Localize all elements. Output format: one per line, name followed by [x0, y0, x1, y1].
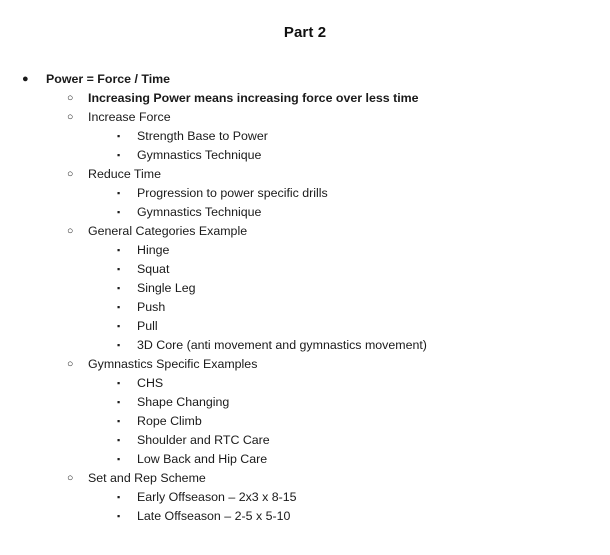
list-item-label: Strength Base to Power — [137, 129, 268, 143]
page-title: Part 2 — [283, 24, 327, 41]
list-item-label: Rope Climb — [137, 414, 202, 428]
bullet-level-2-icon: ○ — [67, 168, 74, 180]
list-item-label: Late Offseason – 2-5 x 5-10 — [137, 509, 291, 523]
list-item-label: Power = Force / Time — [46, 72, 171, 86]
list-item — [0, 450, 610, 469]
list-item — [0, 222, 610, 241]
bullet-level-3-icon: ▪ — [117, 320, 121, 331]
bullet-level-3-icon: ▪ — [117, 434, 121, 445]
outline-list — [0, 70, 610, 526]
list-item-label: Reduce Time — [88, 167, 162, 181]
list-item-label: Gymnastics Technique — [137, 148, 262, 162]
list-item-label: Gymnastics Technique — [137, 205, 262, 219]
bullet-level-3-icon: ▪ — [117, 491, 121, 502]
list-item — [0, 336, 610, 355]
list-item-label: Shoulder and RTC Care — [137, 433, 270, 447]
list-item — [0, 260, 610, 279]
list-item — [0, 507, 610, 526]
list-item — [0, 127, 610, 146]
list-item — [0, 412, 610, 431]
list-item — [0, 108, 610, 127]
list-item — [0, 374, 610, 393]
list-item — [0, 279, 610, 298]
list-item-label: Pull — [137, 319, 158, 333]
bullet-level-3-icon: ▪ — [117, 244, 121, 255]
list-item-label: Push — [137, 300, 166, 314]
bullet-level-2-icon: ○ — [67, 111, 74, 123]
bullet-level-3-icon: ▪ — [117, 149, 121, 160]
bullet-level-2-icon: ○ — [67, 225, 74, 237]
list-item-label: Single Leg — [137, 281, 196, 295]
bullet-level-2-icon: ○ — [67, 92, 74, 104]
list-item — [0, 146, 610, 165]
bullet-level-2-icon: ○ — [67, 358, 74, 370]
bullet-level-3-icon: ▪ — [117, 377, 121, 388]
list-item-label: Progression to power specific drills — [137, 186, 328, 200]
list-item-label: Set and Rep Scheme — [88, 471, 206, 485]
list-item — [0, 165, 610, 184]
list-item-label: General Categories Example — [88, 224, 248, 238]
list-item — [0, 298, 610, 317]
list-item — [0, 355, 610, 374]
bullet-level-3-icon: ▪ — [117, 339, 121, 350]
bullet-level-3-icon: ▪ — [117, 130, 121, 141]
list-item — [0, 241, 610, 260]
list-item-label: Early Offseason – 2x3 x 8-15 — [137, 490, 297, 504]
bullet-level-3-icon: ▪ — [117, 206, 121, 217]
list-item — [0, 488, 610, 507]
bullet-level-1-icon: ● — [22, 73, 29, 85]
bullet-level-3-icon: ▪ — [117, 263, 121, 274]
bullet-level-3-icon: ▪ — [117, 301, 121, 312]
bullet-level-3-icon: ▪ — [117, 415, 121, 426]
list-item — [0, 431, 610, 450]
list-item-label: 3D Core (anti movement and gymnastics movement) — [137, 338, 427, 352]
list-item — [0, 393, 610, 412]
list-item-label: Low Back and Hip Care — [137, 452, 268, 466]
bullet-level-3-icon: ▪ — [117, 510, 121, 521]
bullet-level-3-icon: ▪ — [117, 396, 121, 407]
bullet-level-2-icon: ○ — [67, 472, 74, 484]
list-item-label: Increase Force — [88, 110, 171, 124]
list-item — [0, 184, 610, 203]
list-item — [0, 70, 610, 89]
bullet-level-3-icon: ▪ — [117, 453, 121, 464]
list-item — [0, 469, 610, 488]
list-item — [0, 317, 610, 336]
list-item-label: Hinge — [137, 243, 170, 257]
bullet-level-3-icon: ▪ — [117, 282, 121, 293]
list-item-label: Increasing Power means increasing force over less time — [88, 91, 419, 105]
list-item-label: Gymnastics Specific Examples — [88, 357, 258, 371]
list-item — [0, 89, 610, 108]
list-item-label: Shape Changing — [137, 395, 230, 409]
bullet-level-3-icon: ▪ — [117, 187, 121, 198]
list-item — [0, 203, 610, 222]
list-item-label: Squat — [137, 262, 170, 276]
list-item-label: CHS — [137, 376, 164, 390]
